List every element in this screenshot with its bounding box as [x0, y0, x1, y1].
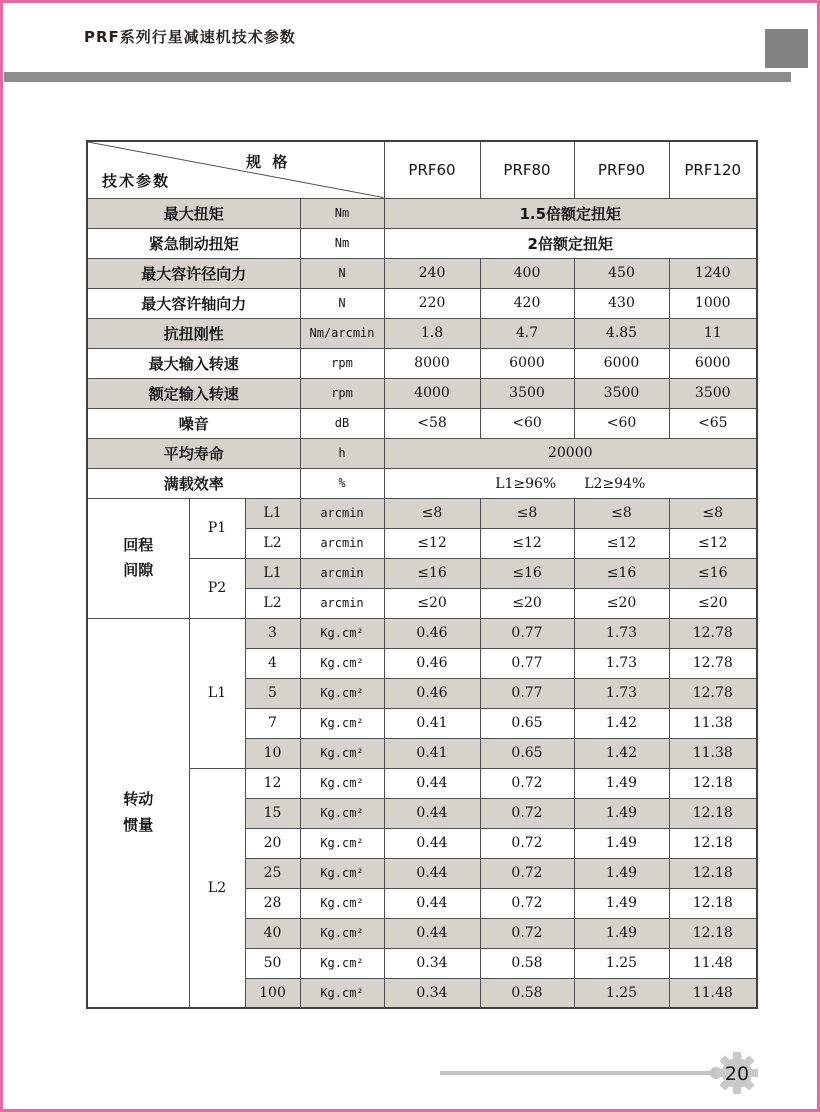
value-cell: <60: [480, 408, 574, 438]
table-row: [87, 378, 757, 408]
value-cell: <60: [574, 408, 669, 438]
value-cell: 0.46: [384, 618, 480, 648]
value-cell: ≤8: [480, 498, 574, 528]
value-cell: 6000: [574, 348, 669, 378]
ratio-cell: 7: [245, 708, 300, 738]
value-cell: 0.58: [480, 948, 574, 978]
value-cell: 4000: [384, 378, 480, 408]
value-cell: 1.73: [574, 648, 669, 678]
merged-value-cell: 1.5倍额定扭矩: [384, 198, 757, 228]
value-cell: 0.72: [480, 918, 574, 948]
param-label: 平均寿命: [87, 438, 300, 468]
unit-cell: Kg.cm²: [300, 888, 384, 918]
value-cell: 12.18: [669, 768, 757, 798]
table-row: [87, 348, 757, 378]
value-cell: ≤8: [574, 498, 669, 528]
value-cell: 0.41: [384, 708, 480, 738]
value-cell: 1.49: [574, 858, 669, 888]
unit-cell: %: [300, 468, 384, 498]
value-cell: 0.72: [480, 858, 574, 888]
table-row: [87, 258, 757, 288]
param-label: 抗扭刚性: [87, 318, 300, 348]
model-header: PRF120: [669, 141, 757, 198]
value-cell: 1.42: [574, 738, 669, 768]
model-header: PRF80: [480, 141, 574, 198]
value-cell: 0.77: [480, 678, 574, 708]
value-cell: 3500: [480, 378, 574, 408]
table-row: [87, 468, 757, 498]
value-cell: ≤16: [574, 558, 669, 588]
unit-cell: arcmin: [300, 558, 384, 588]
ratio-cell: 3: [245, 618, 300, 648]
level-cell: L2: [245, 528, 300, 558]
unit-cell: Kg.cm²: [300, 948, 384, 978]
table-row: [87, 198, 757, 228]
stage-label-l1: L1: [189, 618, 245, 768]
diagonal-corner-cell: [87, 141, 384, 198]
unit-cell: arcmin: [300, 588, 384, 618]
value-cell: 0.44: [384, 858, 480, 888]
value-cell: 0.44: [384, 768, 480, 798]
corner-param-label: 技术参数: [102, 171, 171, 190]
value-cell: 420: [480, 288, 574, 318]
ratio-cell: 20: [245, 828, 300, 858]
value-cell: 1.25: [574, 948, 669, 978]
level-cell: L1: [245, 558, 300, 588]
value-cell: ≤8: [669, 498, 757, 528]
value-cell: 11.38: [669, 708, 757, 738]
value-cell: 1.49: [574, 828, 669, 858]
value-cell: 6000: [480, 348, 574, 378]
value-cell: 0.46: [384, 678, 480, 708]
level-cell: L2: [245, 588, 300, 618]
group-label-text: 转动惯量: [123, 790, 154, 834]
ratio-cell: 10: [245, 738, 300, 768]
value-cell: 1.49: [574, 888, 669, 918]
value-cell: 450: [574, 258, 669, 288]
value-cell: 0.77: [480, 648, 574, 678]
table-row: [87, 408, 757, 438]
unit-cell: Nm: [300, 198, 384, 228]
stage-label-l2: L2: [189, 768, 245, 1008]
value-cell: 11.48: [669, 978, 757, 1008]
table-header-row: [87, 141, 757, 198]
value-cell: 8000: [384, 348, 480, 378]
value-cell: 6000: [669, 348, 757, 378]
value-cell: 11.38: [669, 738, 757, 768]
unit-cell: Kg.cm²: [300, 828, 384, 858]
unit-cell: Kg.cm²: [300, 858, 384, 888]
model-header: PRF60: [384, 141, 480, 198]
value-cell: ≤20: [480, 588, 574, 618]
merged-value-cell: 20000: [384, 438, 757, 468]
value-cell: 12.18: [669, 828, 757, 858]
value-cell: ≤16: [480, 558, 574, 588]
unit-cell: rpm: [300, 348, 384, 378]
spec-table: [86, 140, 758, 1009]
value-cell: 430: [574, 288, 669, 318]
value-cell: 3500: [574, 378, 669, 408]
value-cell: 1.42: [574, 708, 669, 738]
group-label-inertia: [87, 618, 189, 1008]
value-cell: 12.78: [669, 618, 757, 648]
value-cell: ≤16: [384, 558, 480, 588]
unit-cell: N: [300, 288, 384, 318]
value-cell: 1.49: [574, 798, 669, 828]
model-header: PRF90: [574, 141, 669, 198]
value-cell: 220: [384, 288, 480, 318]
ratio-cell: 25: [245, 858, 300, 888]
value-cell: 0.44: [384, 828, 480, 858]
value-cell: 1240: [669, 258, 757, 288]
gear-icon: [715, 1051, 759, 1095]
param-label: 最大扭矩: [87, 198, 300, 228]
value-cell: 0.58: [480, 978, 574, 1008]
value-cell: 1.8: [384, 318, 480, 348]
value-cell: 3500: [669, 378, 757, 408]
group-label-text: 回程间隙: [123, 535, 154, 579]
unit-cell: Kg.cm²: [300, 798, 384, 828]
value-cell: ≤20: [384, 588, 480, 618]
value-cell: 1.73: [574, 618, 669, 648]
unit-cell: Nm: [300, 228, 384, 258]
param-label: 最大输入转速: [87, 348, 300, 378]
value-cell: 1.73: [574, 678, 669, 708]
value-cell: 0.41: [384, 738, 480, 768]
table-row: [87, 498, 757, 528]
page-number: 20: [724, 1063, 750, 1085]
unit-cell: rpm: [300, 378, 384, 408]
unit-cell: N: [300, 258, 384, 288]
unit-cell: Kg.cm²: [300, 618, 384, 648]
value-cell: 0.65: [480, 738, 574, 768]
ratio-cell: 12: [245, 768, 300, 798]
value-cell: <65: [669, 408, 757, 438]
unit-cell: Kg.cm²: [300, 768, 384, 798]
value-cell: 12.78: [669, 648, 757, 678]
value-cell: 0.72: [480, 828, 574, 858]
value-cell: 240: [384, 258, 480, 288]
value-cell: 4.85: [574, 318, 669, 348]
title-underline-bar: [4, 72, 791, 82]
unit-cell: arcmin: [300, 498, 384, 528]
table-row: [87, 438, 757, 468]
ratio-cell: 15: [245, 798, 300, 828]
header-corner-block: [765, 29, 808, 68]
value-cell: ≤12: [574, 528, 669, 558]
value-cell: 1000: [669, 288, 757, 318]
unit-cell: h: [300, 438, 384, 468]
value-cell: 11.48: [669, 948, 757, 978]
value-cell: 0.44: [384, 888, 480, 918]
value-cell: 0.34: [384, 948, 480, 978]
value-cell: 12.78: [669, 678, 757, 708]
value-cell: 1.49: [574, 918, 669, 948]
unit-cell: Kg.cm²: [300, 648, 384, 678]
footer-rule: [440, 1071, 712, 1075]
class-label-p2: P2: [189, 558, 245, 618]
ratio-cell: 5: [245, 678, 300, 708]
merged-value-cell: 2倍额定扭矩: [384, 228, 757, 258]
value-cell: 12.18: [669, 918, 757, 948]
value-cell: ≤12: [480, 528, 574, 558]
param-label: 额定输入转速: [87, 378, 300, 408]
value-cell: 0.65: [480, 708, 574, 738]
param-label: 满载效率: [87, 468, 300, 498]
unit-cell: Kg.cm²: [300, 738, 384, 768]
value-cell: 12.18: [669, 888, 757, 918]
value-cell: 400: [480, 258, 574, 288]
value-cell: ≤12: [384, 528, 480, 558]
param-label: 噪音: [87, 408, 300, 438]
page-title: PRF系列行星减速机技术参数: [84, 28, 296, 46]
ratio-cell: 40: [245, 918, 300, 948]
ratio-cell: 28: [245, 888, 300, 918]
value-cell: 0.34: [384, 978, 480, 1008]
group-label-backlash: [87, 498, 189, 618]
unit-cell: Kg.cm²: [300, 918, 384, 948]
value-cell: 0.72: [480, 798, 574, 828]
value-cell: <58: [384, 408, 480, 438]
value-cell: 0.72: [480, 888, 574, 918]
value-cell: ≤8: [384, 498, 480, 528]
unit-cell: dB: [300, 408, 384, 438]
unit-cell: Kg.cm²: [300, 978, 384, 1008]
table-row: [87, 288, 757, 318]
value-cell: 0.77: [480, 618, 574, 648]
param-label: 最大容许轴向力: [87, 288, 300, 318]
value-cell: ≤12: [669, 528, 757, 558]
value-cell: 11: [669, 318, 757, 348]
param-label: 紧急制动扭矩: [87, 228, 300, 258]
ratio-cell: 100: [245, 978, 300, 1008]
ratio-cell: 50: [245, 948, 300, 978]
corner-spec-label: 规 格: [246, 153, 291, 171]
value-cell: 0.44: [384, 798, 480, 828]
param-label: 最大容许径向力: [87, 258, 300, 288]
value-cell: 12.18: [669, 858, 757, 888]
value-cell: 0.72: [480, 768, 574, 798]
table-row: [87, 318, 757, 348]
value-cell: 12.18: [669, 798, 757, 828]
ratio-cell: 4: [245, 648, 300, 678]
value-cell: 4.7: [480, 318, 574, 348]
value-cell: ≤16: [669, 558, 757, 588]
merged-value-cell: L1≥96% L2≥94%: [384, 468, 757, 498]
value-cell: 1.49: [574, 768, 669, 798]
unit-cell: arcmin: [300, 528, 384, 558]
value-cell: ≤20: [669, 588, 757, 618]
value-cell: 1.25: [574, 978, 669, 1008]
value-cell: ≤20: [574, 588, 669, 618]
unit-cell: Kg.cm²: [300, 708, 384, 738]
unit-cell: Kg.cm²: [300, 678, 384, 708]
table-row: [87, 228, 757, 258]
value-cell: 0.46: [384, 648, 480, 678]
unit-cell: Nm/arcmin: [300, 318, 384, 348]
level-cell: L1: [245, 498, 300, 528]
table-row: [87, 618, 757, 648]
class-label-p1: P1: [189, 498, 245, 558]
value-cell: 0.44: [384, 918, 480, 948]
